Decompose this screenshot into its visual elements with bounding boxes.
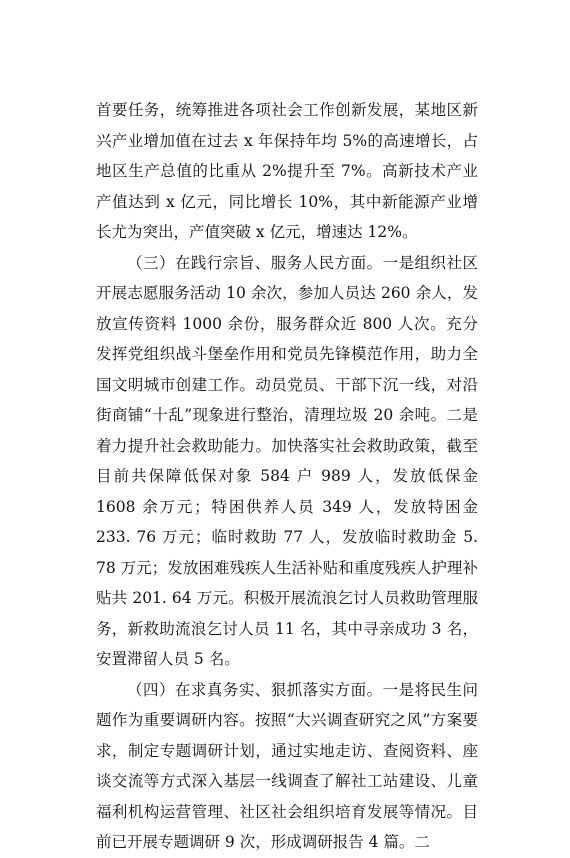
paragraph-section-4: （四）在求真务实、狠抓落实方面。一是将民生问题作为重要调研内容。按照“大兴调查研究之风”方案要求，制定专题调研计划，通过实地走访、查阅资料、座谈交流等方式深入基层一线调查了解社工站建设、儿童福利机构运营管理、社区社会组织培育发展等情况。目前已开展专题调研 9 次，形成调研报告 4 篇。二: [96, 680, 478, 851]
paragraph-continuation: 首要任务，统筹推进各项社会工作创新发展，某地区新兴产业增加值在过去 x 年保持年均 5%的高速增长，占地区生产总值的比重从 2%提升至 7%。高新技术产业产值达到 x 亿元，同比增长 10%，其中新能源产业增长尤为突出，产值突破 x 亿元，增速达 12%。: [96, 101, 478, 241]
paragraph-section-3: （三）在践行宗旨、服务人民方面。一是组织社区开展志愿服务活动 10 余次，参加人员达 260 余人，发放宣传资料 1000 余份，服务群众近 800 人次。充分发挥党组织战斗堡垒作用和党员先锋模范作用，助力全国文明城市创建工作。动员党员、干部下沉一线，对沿街商铺“十乱”现象进行整治，清理垃圾 20 余吨。二是着力提升社会救助能力。加快落实社会救助政策，截至目前共保障低保对象 584 户 989 人，发放低保金 1608 余万元；特困供养人员 349 人，发放特困金 233. 76 万元；临时救助 77 人，发放临时救助金 5. 78 万元；发放困难残疾人生活补贴和重度残疾人护理补贴共 201. 64 万元。积极开展流浪乞讨人员救助管理服务，新救助流浪乞讨人员 11 名，其中寻亲成功 3 名，安置滞留人员 5 名。: [96, 253, 478, 668]
document-body: [96, 95, 478, 858]
